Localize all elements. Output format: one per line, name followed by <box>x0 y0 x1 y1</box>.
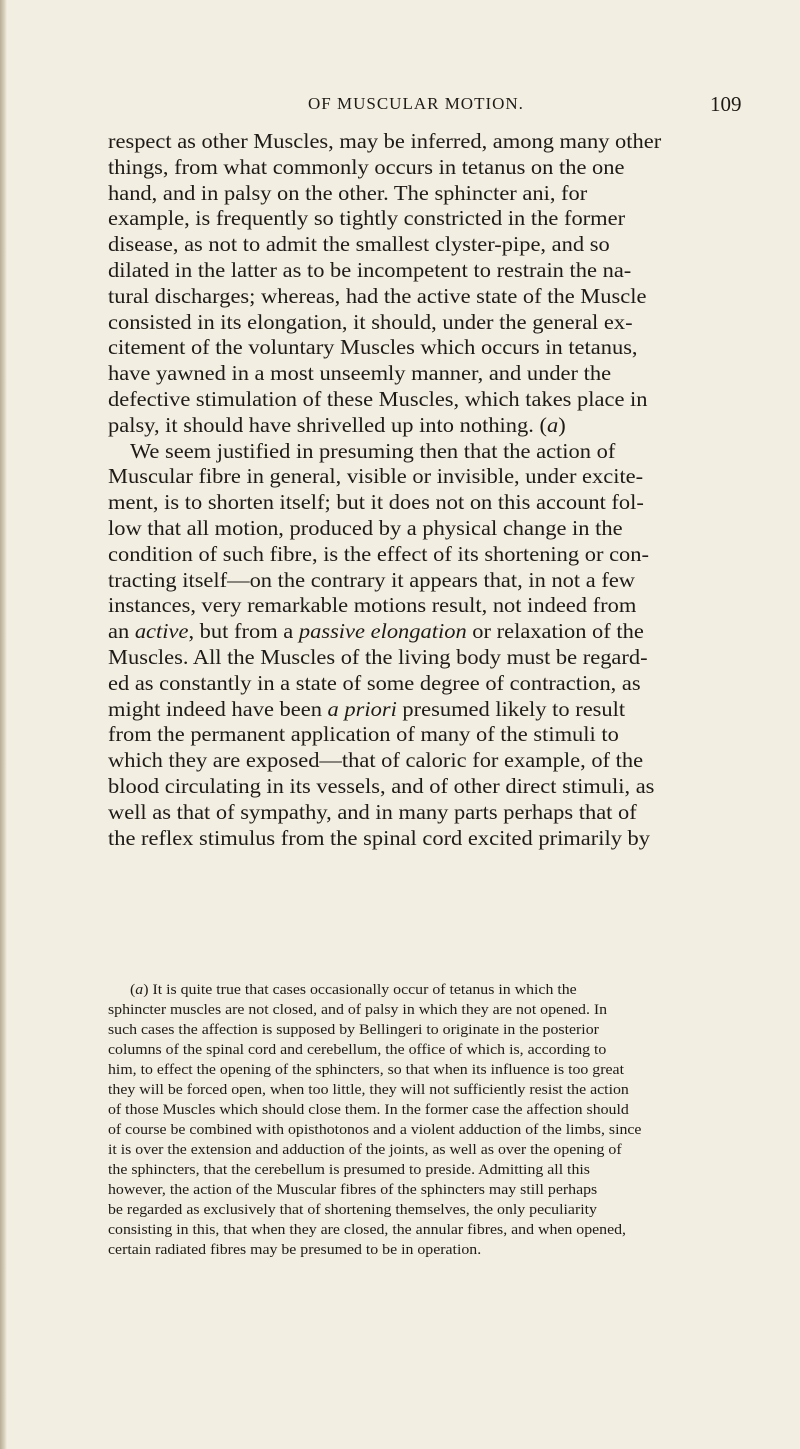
body-line <box>108 128 661 154</box>
footnote-line <box>108 1220 626 1240</box>
italic-segment: a <box>546 412 559 437</box>
body-line <box>108 334 638 360</box>
text-segment: from the permanent application of many of the stimuli to <box>108 722 619 747</box>
body-line <box>108 180 587 206</box>
text-segment: well as that of sympathy, and in many parts perhaps that of <box>108 799 637 824</box>
body-line <box>108 799 637 825</box>
text-segment: certain radiated fibres may be presumed to be in operation. <box>108 1242 482 1258</box>
italic-segment: a priori <box>327 696 397 721</box>
page-binding-edge <box>0 0 7 1449</box>
text-segment: things, from what commonly occurs in tetanus on the one <box>108 154 625 179</box>
body-line <box>108 721 619 747</box>
text-segment: an <box>108 619 135 644</box>
body-line <box>108 154 624 180</box>
text-segment: however, the action of the Muscular fibres of the sphincters may still perhaps <box>108 1182 598 1198</box>
footnote-line <box>130 980 577 1000</box>
text-segment: low that all motion, produced by a physical change in the <box>108 516 623 540</box>
body-line <box>108 463 643 489</box>
text-segment: instances, very remarkable motions result, not indeed from <box>108 593 637 618</box>
text-segment: We seem justified in presuming then that the action of <box>130 438 616 463</box>
text-segment: ) It is quite true that cases occasionally occur of tetanus in which the <box>143 982 577 998</box>
footnote-line <box>108 1160 590 1180</box>
text-segment: consisting in this, that when they are closed, the annular fibres, and when opened, <box>108 1222 627 1238</box>
text-segment: dilated in the latter as to be incompetent to restrain the na- <box>108 258 632 282</box>
text-segment: tracting itself—on the contrary it appears that, in not a few <box>108 567 636 592</box>
footnote-line <box>108 1080 629 1100</box>
footnote-line <box>108 1200 597 1220</box>
text-segment: ed as constantly in a state of some degree of contraction, as <box>108 670 641 695</box>
text-segment: defective stimulation of these Muscles, which takes place in <box>108 387 648 411</box>
text-segment: the sphincters, that the cerebellum is presumed to preside. Admitting all this <box>108 1162 590 1178</box>
body-line <box>108 412 566 438</box>
body-line <box>108 386 648 412</box>
text-segment: blood circulating in its vessels, and of other direct stimuli, as <box>108 774 655 798</box>
body-line <box>108 696 625 722</box>
text-segment: they will be forced open, when too little, they will not sufficiently resist the action <box>108 1082 629 1098</box>
text-segment: such cases the affection is supposed by Bellingeri to originate in the posterior <box>108 1022 599 1038</box>
footnote-line <box>108 1100 629 1120</box>
text-segment: of course be combined with opisthotonos and a violent adduction of the limbs, since <box>108 1122 642 1138</box>
footnote-line <box>108 1120 641 1140</box>
body-line <box>108 567 635 593</box>
running-head-title: OF MUSCULAR MOTION. <box>308 94 524 113</box>
text-segment: have yawned in a most unseemly manner, and under the <box>108 361 612 386</box>
footnote-line <box>108 1060 624 1080</box>
footnote-line <box>108 1180 597 1200</box>
text-segment: presumed likely to result <box>396 696 626 721</box>
text-segment: respect as other Muscles, may be inferred, among many other <box>108 129 662 153</box>
text-segment: the reflex stimulus from the spinal cord excited primarily by <box>108 825 651 850</box>
text-segment: which they are exposed—that of caloric for example, of the <box>108 748 644 773</box>
footnote-line <box>108 1040 606 1060</box>
text-segment: consisted in its elongation, it should, under the general ex- <box>108 309 633 334</box>
footnote-line <box>108 1000 607 1020</box>
text-segment: columns of the spinal cord and cerebellum, the office of which is, according to <box>108 1042 607 1058</box>
text-segment: or relaxation of the <box>466 619 644 644</box>
body-line <box>130 438 615 464</box>
body-line <box>108 773 654 799</box>
page-number: 109 <box>710 92 742 116</box>
text-segment: disease, as not to admit the smallest clyster-pipe, and so <box>108 232 610 257</box>
body-line <box>108 825 650 851</box>
running-head <box>0 92 800 122</box>
italic-segment: active <box>134 619 189 644</box>
body-line <box>108 541 649 567</box>
italic-segment: passive elongation <box>298 619 467 644</box>
body-line <box>108 283 646 309</box>
text-segment: ) <box>558 412 566 437</box>
text-segment: hand, and in palsy on the other. The sphincter ani, for <box>108 180 588 205</box>
body-line <box>108 670 641 696</box>
text-segment: sphincter muscles are not closed, and of palsy in which they are not opened. In <box>108 1002 608 1018</box>
text-segment: of those Muscles which should close them. In the former case the affection should <box>108 1102 629 1118</box>
body-line <box>108 309 633 335</box>
italic-segment: a <box>135 982 144 998</box>
footnote-line <box>108 1140 622 1160</box>
text-segment: might indeed have been <box>108 696 328 721</box>
text-segment: example, is frequently so tightly constricted in the former <box>108 206 626 231</box>
body-line <box>108 592 636 618</box>
text-segment: it is over the extension and adduction of the joints, as well as over the opening of <box>108 1142 622 1158</box>
text-segment: , but from a <box>188 619 299 644</box>
body-line <box>108 515 623 541</box>
text-segment: ment, is to shorten itself; but it does not on this account fol- <box>108 490 644 515</box>
text-segment: tural discharges; whereas, had the active state of the Muscle <box>108 283 647 308</box>
text-segment: him, to effect the opening of the sphincters, so that when its influence is too great <box>108 1062 624 1078</box>
text-segment: be regarded as exclusively that of shortening themselves, the only peculiarity <box>108 1202 597 1218</box>
text-segment: ( <box>130 982 136 998</box>
body-line <box>108 257 631 283</box>
body-line <box>108 618 644 644</box>
body-line <box>108 644 648 670</box>
body-line <box>108 205 625 231</box>
text-segment: Muscles. All the Muscles of the living body must be regard- <box>108 645 648 669</box>
text-segment: citement of the voluntary Muscles which occurs in tetanus, <box>108 335 638 360</box>
text-segment: palsy, it should have shrivelled up into nothing. ( <box>108 412 547 437</box>
text-segment: Muscular fibre in general, visible or invisible, under excite- <box>108 464 644 489</box>
body-line <box>108 360 611 386</box>
body-line <box>108 489 644 515</box>
text-segment: condition of such fibre, is the effect of its shortening or con- <box>108 541 649 566</box>
footnote-line <box>108 1020 599 1040</box>
body-line <box>108 231 610 257</box>
body-line <box>108 747 643 773</box>
footnote-line <box>108 1240 481 1260</box>
